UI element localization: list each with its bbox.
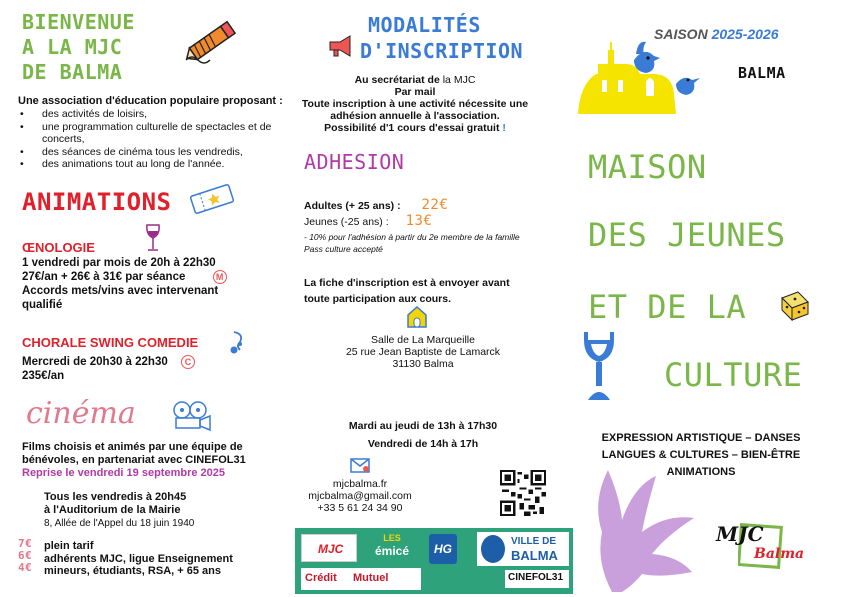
phone-number: +33 5 61 24 34 90 [317, 502, 403, 514]
season-label: SAISON 2025-2026 [654, 26, 779, 42]
balma-label: BALMA [738, 64, 786, 82]
logo-mjc-text: MJC [716, 522, 764, 546]
location-icon [406, 305, 428, 329]
goblet-icon [582, 330, 616, 402]
sponsors-banner [295, 528, 573, 594]
oenologie-details: 1 vendredi par mois de 20h à 22h30 27€/an + 26€ à 31€ par séance M Accords mets/vins avec intervenant qualifié [22, 256, 227, 312]
film-reel-icon [168, 398, 214, 432]
sponsor-cinefol-logo: CINEFOL31 [505, 570, 569, 588]
badge-m: M [213, 270, 227, 284]
mjc-title-line-2: DES JEUNES [588, 216, 786, 254]
cinema-title: cinéma [26, 396, 136, 431]
mjc-title-line-3: ET DE LA [588, 288, 747, 326]
fiche-text: La fiche d'inscription est à envoyer avant toute participation aux cours. [304, 277, 510, 305]
sponsor-hg-logo: HG [429, 534, 457, 564]
qr-code[interactable] [500, 470, 546, 516]
badge-c: C [181, 355, 195, 369]
expression-text: EXPRESSION ARTISTIQUE – DANSES LANGUES & CULTURES – BIEN-ÊTRE ANIMATIONS [601, 432, 801, 478]
mail-icon [350, 458, 370, 473]
contacts [300, 478, 420, 514]
adhesion-title: ADHESION [304, 150, 405, 174]
wine-glass-icon [142, 222, 164, 254]
welcome-title: BIENVENUE A LA MJC DE BALMA [22, 10, 135, 84]
logo-balma-text: Balma [754, 546, 805, 562]
address: Salle de La Marqueille 25 rue Jean Baptiste de Lamarck 31130 Balma [345, 334, 501, 370]
chorale-details: Mercredi de 20h30 à 22h30 C 235€/an [22, 355, 195, 383]
list-item: • des séances de cinéma tous les vendredis, [18, 146, 280, 159]
oenologie-price-line: 27€/an + 26€ à 31€ par séance M [22, 270, 227, 284]
megaphone-icon [326, 32, 354, 60]
list-item: • des animations tout au long de l'année. [18, 158, 280, 171]
music-note-icon [226, 328, 248, 356]
sponsor-credit-mutuel-logo: Crédit Mutuel [301, 568, 421, 590]
dice-icon [778, 290, 812, 322]
activities-list [18, 108, 280, 171]
chorale-title: CHORALE SWING COMEDIE [22, 335, 199, 350]
list-item: • des activités de loisirs, [18, 108, 280, 121]
modalites-text: Au secrétariat de la MJC Par mail Toute inscription à une activité nécessite une adhésion annuelle à l'association. Possibilité d'1 cours d'essai gratuit ! [301, 74, 529, 134]
oenologie-title: ŒNOLOGIE [22, 240, 95, 255]
youth-price: 13€ [405, 213, 433, 229]
mjc-title-line-1: MAISON [588, 148, 707, 186]
intro-text: Une association d'éducation populaire proposant : [18, 95, 283, 107]
adhesion-notes: - 10% pour l'adhésion à partir du 2e membre de la famille Pass culture accepté [304, 232, 520, 254]
email-link[interactable]: mjcbalma@gmail.com [308, 490, 412, 502]
cinema-venue: Tous les vendredis à 20h45 à l'Auditorium de la Mairie 8, Allée de l'Appel du 18 juin 1940 [44, 491, 195, 529]
adhesion-prices: Adultes (+ 25 ans) : 22€ Jeunes (-25 ans) : 13€ [304, 197, 449, 229]
cinema-reprise: Reprise le vendredi 19 septembre 2025 [22, 467, 225, 479]
pencil-icon [182, 16, 242, 68]
modalites-title: MODALITÉS D'INSCRIPTION [360, 13, 524, 63]
sponsor-ville-logo: VILLE DE BALMA [477, 532, 569, 566]
mjc-balma-logo [716, 516, 810, 576]
mjc-title-line-4: CULTURE [664, 356, 803, 394]
church-illustration [574, 34, 724, 118]
cinema-prices: 7€ 6€ 4€ [18, 537, 33, 574]
sponsor-mjc-logo: MJC [301, 534, 357, 562]
cinema-details: Films choisis et animés par une équipe de bénévoles, en partenariat avec CINEFOL31 Reprise le vendredi 19 septembre 2025 [22, 441, 246, 479]
adult-price: 22€ [421, 197, 449, 213]
opening-hours: Mardi au jeudi de 13h à 17h30 Vendredi de 14h à 17h [348, 420, 498, 450]
list-item: • une programmation culturelle de spectacles et de concerts, [18, 121, 280, 146]
sponsor-emice-logo: LES émicé [374, 533, 410, 558]
website-link[interactable]: mjcbalma.fr [332, 478, 388, 490]
animations-title: ANIMATIONS [22, 188, 172, 216]
cinema-tarifs: plein tarif adhérents MJC, ligue Enseignement mineurs, étudiants, RSA, + 65 ans [44, 540, 233, 577]
ticket-icon [188, 184, 236, 214]
leaf-decoration [582, 462, 702, 594]
